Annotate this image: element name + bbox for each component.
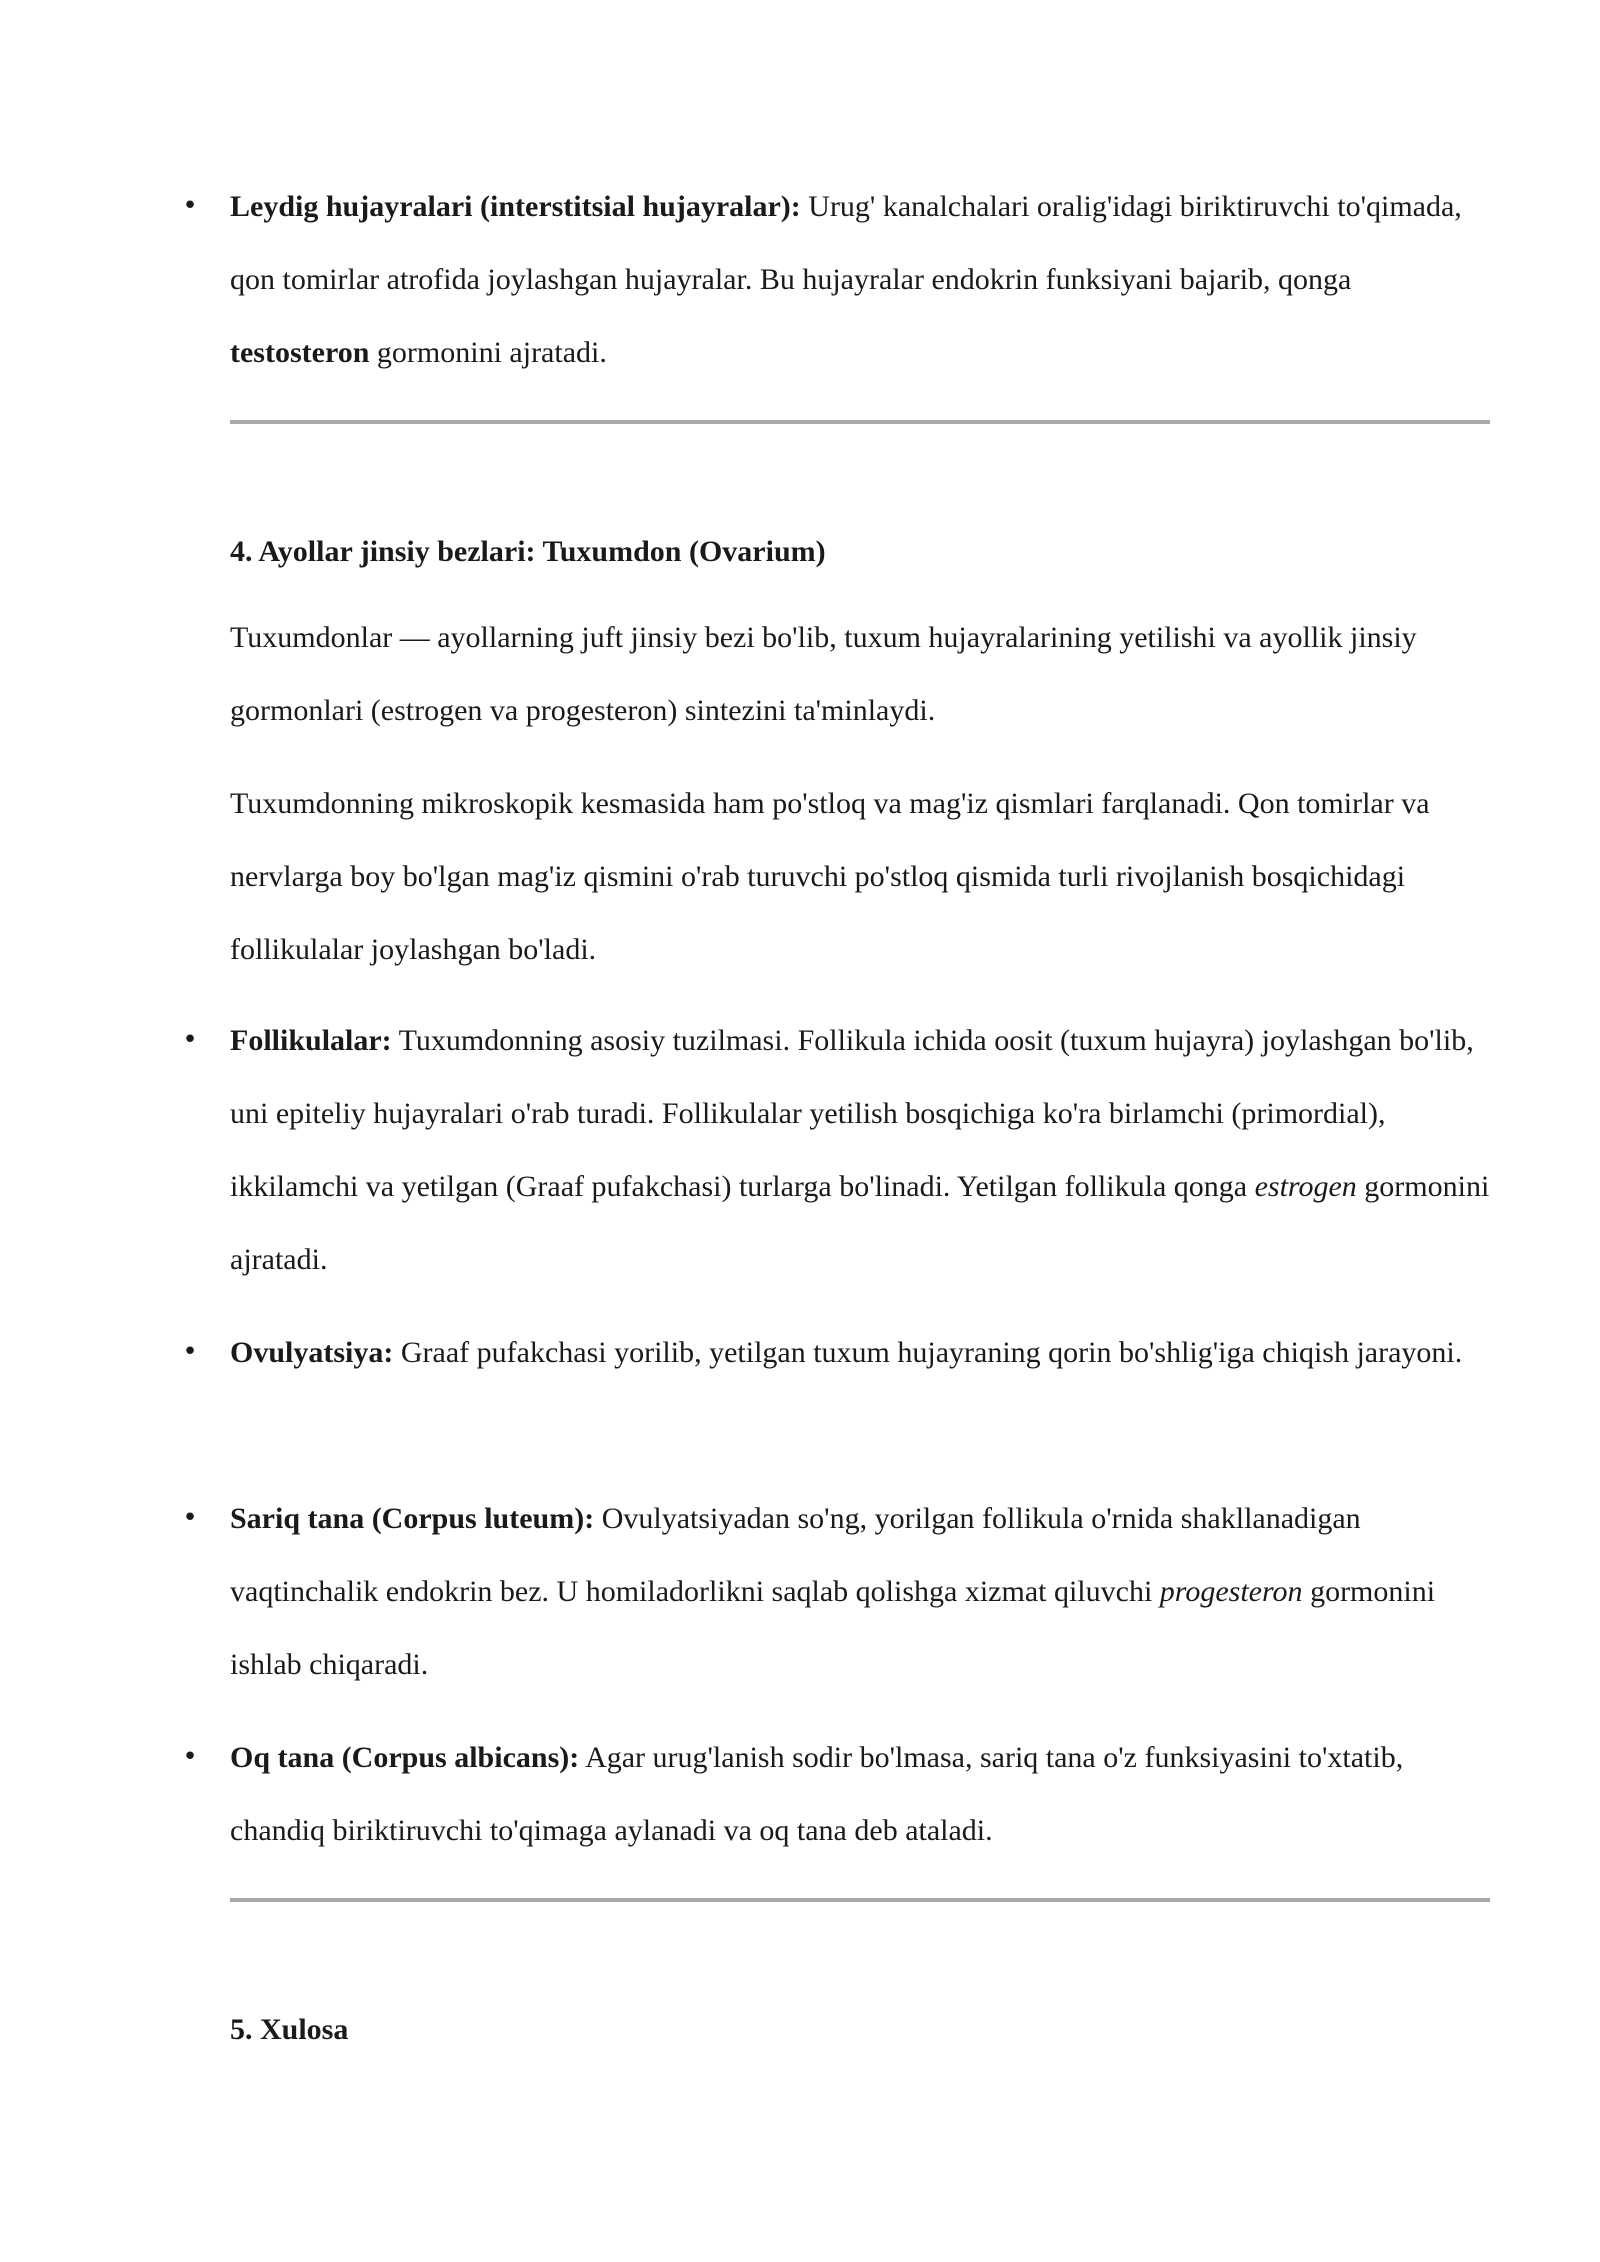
bullet-icon: •	[182, 191, 198, 221]
section-4-paragraph-1: Tuxumdonlar — ayollarning juft jinsiy bezi bo'lib, tuxum hujayralarining yetilishi va ayollik jinsiy gormonlari (estrogen va progesteron) sintezini ta'minlaydi.	[230, 621, 1417, 727]
hormone-estrogen: estrogen	[1254, 1170, 1357, 1203]
section-divider-1	[230, 420, 1490, 424]
ovulyatsiya-text-1: Graaf pufakchasi yorilib, yetilgan tuxum hujayraning qorin bo'shlig'iga chiqish jarayoni.	[393, 1336, 1463, 1369]
sariq-tana-text-1: Ovulyatsiyadan so'ng, yorilgan follikula o'rnida shakllanadigan vaqtinchalik endokrin bez. U homiladorlikni saqlab qolishga xizmat qiluvchi	[230, 1502, 1361, 1608]
list-item-sariq-tana	[182, 1482, 1490, 1701]
term-oq-tana: Oq tana (Corpus albicans):	[230, 1741, 580, 1774]
hormone-testosteron: testosteron	[230, 336, 370, 369]
term-follikulalar: Follikulalar:	[230, 1024, 392, 1057]
list-item-follikulalar	[182, 1004, 1490, 1296]
term-ovulyatsiya: Ovulyatsiya:	[230, 1336, 394, 1369]
section-4-paragraph-2: Tuxumdonning mikroskopik kesmasida ham po'stloq va mag'iz qismlari farqlanadi. Qon tomirlar va nervlarga boy bo'lgan mag'iz qismini o'rab turuvchi po'stloq qismida turli rivojlanish bosqichidagi follikulalar joylashgan bo'ladi.	[230, 787, 1430, 966]
follikulalar-text-2: gormonini ajratadi.	[230, 1170, 1490, 1276]
follikulalar-text-1: Tuxumdonning asosiy tuzilmasi. Follikula ichida oosit (tuxum hujayra) joylashgan bo'lib, uni epiteliy hujayralari o'rab turadi. Follikulalar yetilish bosqichiga ko'ra birlamchi (primordial), ikkilamchi va yetilgan (Graaf pufakchasi) turlarga bo'linadi. Yetilgan follikula qonga	[230, 1024, 1474, 1203]
oq-tana-text-1: Agar urug'lanish sodir bo'lmasa, sariq tana o'z funksiyasini to'xtatib, chandiq biriktiruvchi to'qimaga aylanadi va oq tana deb ataladi.	[230, 1741, 1404, 1847]
section-divider-2	[230, 1898, 1490, 1902]
leydig-text-1: Urug' kanalchalari oralig'idagi biriktiruvchi to'qimada, qon tomirlar atrofida joylashgan hujayralar. Bu hujayralar endokrin funksiyani bajarib, qonga	[230, 190, 1462, 296]
bullet-icon: •	[182, 1503, 198, 1533]
list-item-ovulyatsiya	[182, 1316, 1490, 1389]
leydig-text-2: gormonini ajratadi.	[369, 336, 607, 369]
section-5-heading: 5. Xulosa	[230, 2013, 349, 2046]
term-sariq-tana: Sariq tana (Corpus luteum):	[230, 1502, 595, 1535]
bullet-icon: •	[182, 1025, 198, 1055]
term-leydig: Leydig hujayralari (interstitsial hujayralar):	[230, 190, 801, 223]
bullet-icon: •	[182, 1337, 198, 1367]
bullet-icon: •	[182, 1742, 198, 1772]
list-item-leydig	[182, 170, 1490, 389]
list-item-oq-tana	[182, 1721, 1490, 1867]
sariq-tana-text-2: gormonini ishlab chiqaradi.	[230, 1575, 1436, 1681]
hormone-progesteron: progesteron	[1159, 1575, 1303, 1608]
section-4-heading: 4. Ayollar jinsiy bezlari: Tuxumdon (Ovarium)	[230, 535, 826, 568]
